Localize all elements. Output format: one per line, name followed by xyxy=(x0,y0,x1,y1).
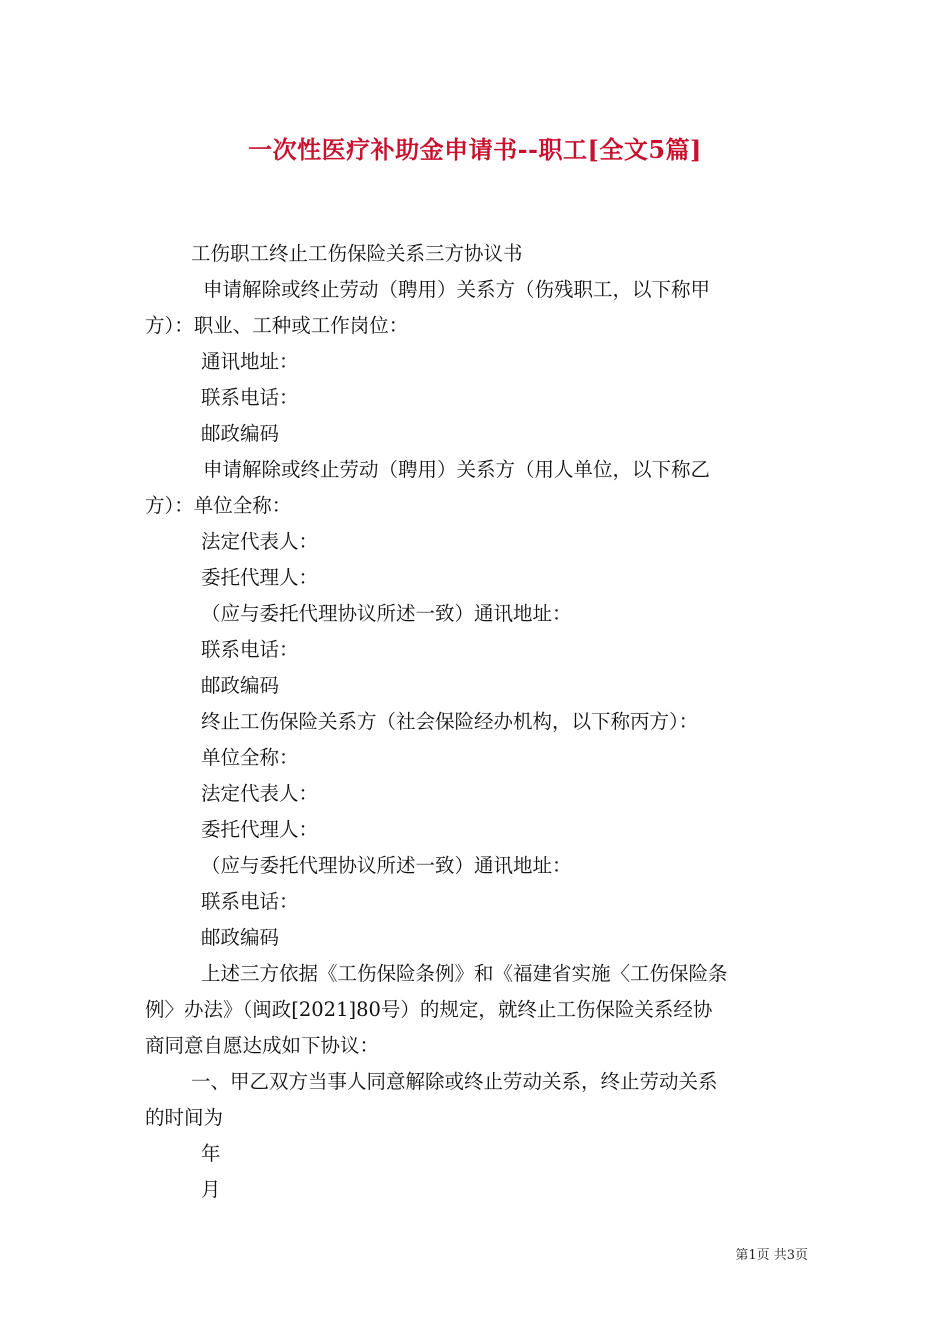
text-line: 例〉办法》（闽政[2021]80号）的规定，就终止工伤保险关系经协 xyxy=(145,998,713,1021)
text-line: 邮政编码 xyxy=(201,422,280,445)
text-line: 年 xyxy=(201,1142,221,1165)
text-line: 方）：职业、工种或工作岗位： xyxy=(145,314,409,337)
text-line: 方）：单位全称： xyxy=(145,494,292,517)
text-line: 通讯地址： xyxy=(201,350,299,373)
text-line: 联系电话： xyxy=(201,890,299,913)
text-line: 一、甲乙双方当事人同意解除或终止劳动关系，终止劳动关系 xyxy=(191,1070,718,1093)
text-line: 商同意自愿达成如下协议： xyxy=(145,1034,380,1057)
page-number: 第1页 共3页 xyxy=(735,1248,808,1263)
text-line: 申请解除或终止劳动（聘用）关系方（用人单位，以下称乙 xyxy=(203,458,711,481)
text-line: 邮政编码 xyxy=(201,674,280,697)
text-line: 单位全称： xyxy=(201,746,299,769)
text-line: 联系电话： xyxy=(201,386,299,409)
agreement-heading: 工伤职工终止工伤保险关系三方协议书 xyxy=(191,242,523,265)
text-line: 法定代表人： xyxy=(201,782,319,805)
text-line: 的时间为 xyxy=(145,1106,224,1129)
text-line: （应与委托代理协议所述一致）通讯地址： xyxy=(201,602,572,625)
text-line: 上述三方依据《工伤保险条例》和《福建省实施〈工伤保险条 xyxy=(201,962,728,985)
text-line: 邮政编码 xyxy=(201,926,280,949)
text-line: 委托代理人： xyxy=(201,818,319,841)
document-title: 一次性医疗补助金申请书--职工[全文5篇] xyxy=(248,135,702,164)
text-line: 月 xyxy=(201,1178,221,1201)
text-line: 终止工伤保险关系方（社会保险经办机构，以下称丙方）： xyxy=(201,710,699,733)
text-line: 法定代表人： xyxy=(201,530,319,553)
text-line: 联系电话： xyxy=(201,638,299,661)
text-line: 委托代理人： xyxy=(201,566,319,589)
text-line: 申请解除或终止劳动（聘用）关系方（伤残职工，以下称甲 xyxy=(203,278,711,301)
text-line: （应与委托代理协议所述一致）通讯地址： xyxy=(201,854,572,877)
document-body xyxy=(145,236,807,1208)
